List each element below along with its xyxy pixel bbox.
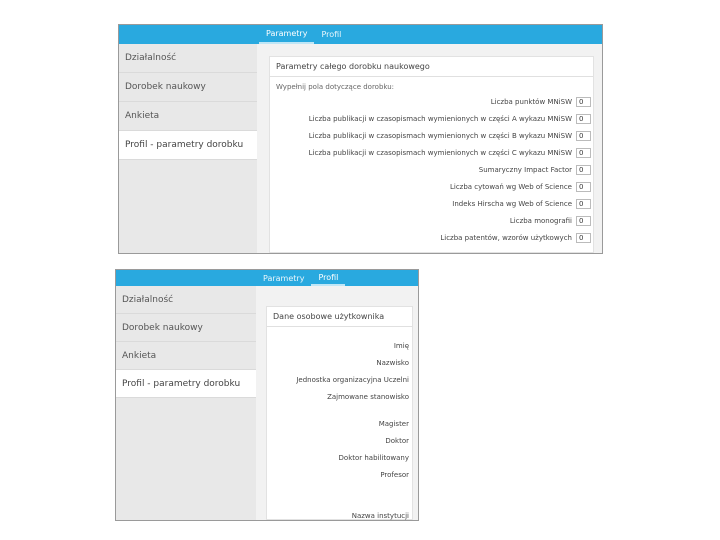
panel-title: Dane osobowe użytkownika xyxy=(267,307,412,327)
profile-option-profesor[interactable] xyxy=(267,466,412,483)
main-content xyxy=(256,286,418,520)
field-label: Liczba publikacji w czasopismach wymienionych w części B wykazu MNiSW xyxy=(308,131,572,140)
option-label: Doktor xyxy=(385,436,409,445)
tab-profil[interactable]: Profil xyxy=(311,270,345,286)
field-row xyxy=(270,212,593,229)
field-label: Liczba punktów MNiSW xyxy=(490,97,572,106)
profile-field-nazwa-instytucji[interactable] xyxy=(267,507,412,521)
field-label: Nazwisko xyxy=(376,358,409,367)
sidebar-item-ankieta[interactable]: Ankieta xyxy=(116,342,256,370)
profile-panel xyxy=(266,306,413,520)
sidebar-item-dorobek-naukowy[interactable]: Dorobek naukowy xyxy=(116,314,256,342)
field-input[interactable]: 0 xyxy=(576,165,591,175)
main-content xyxy=(257,44,602,253)
field-label: Sumaryczny Impact Factor xyxy=(478,165,572,174)
field-label: Liczba monografii xyxy=(509,216,572,225)
tab-bar xyxy=(259,25,348,44)
profile-option-magister[interactable] xyxy=(267,415,412,432)
field-row xyxy=(270,229,593,246)
sidebar-item-profil-parametry[interactable]: Profil - parametry dorobku xyxy=(119,131,257,160)
profile-option-doktor-habilitowany[interactable] xyxy=(267,449,412,466)
profile-field-imie[interactable] xyxy=(267,337,412,354)
top-navigation-bar xyxy=(116,270,418,286)
top-navigation-bar xyxy=(119,25,602,44)
profile-window xyxy=(115,269,419,521)
sidebar-item-dzialalnosc[interactable]: Działalność xyxy=(119,44,257,73)
field-row xyxy=(270,195,593,212)
tab-bar xyxy=(256,270,345,286)
sidebar xyxy=(119,44,257,253)
field-input[interactable]: 0 xyxy=(576,233,591,243)
intro-text: Wypełnij pola dotyczące dorobku: xyxy=(276,83,395,91)
field-input[interactable]: 0 xyxy=(576,199,591,209)
field-input[interactable]: 0 xyxy=(576,182,591,192)
field-row xyxy=(270,110,593,127)
tab-parametry[interactable]: Parametry xyxy=(263,273,305,283)
profile-option-doktor[interactable] xyxy=(267,432,412,449)
field-label: Liczba patentów, wzorów użytkowych xyxy=(440,233,572,242)
field-input[interactable]: 0 xyxy=(576,97,591,107)
sidebar-item-ankieta[interactable]: Ankieta xyxy=(119,102,257,131)
field-label: Jednostka organizacyjna Uczelni xyxy=(296,375,409,384)
field-input[interactable]: 0 xyxy=(576,148,591,158)
field-label: Indeks Hirscha wg Web of Science xyxy=(452,199,572,208)
field-label: Zajmowane stanowisko xyxy=(327,392,409,401)
panel-title: Parametry całego dorobku naukowego xyxy=(270,57,593,77)
parameters-panel xyxy=(269,56,594,253)
option-label: Profesor xyxy=(380,470,409,479)
profile-field-jednostka[interactable] xyxy=(267,371,412,388)
field-row xyxy=(270,161,593,178)
profile-field-nazwisko[interactable] xyxy=(267,354,412,371)
profile-field-stanowisko[interactable] xyxy=(267,388,412,405)
sidebar xyxy=(116,286,256,520)
sidebar-item-dzialalnosc[interactable]: Działalność xyxy=(116,286,256,314)
field-label: Imię xyxy=(393,341,409,350)
parameters-window xyxy=(118,24,603,254)
tab-parametry[interactable]: Parametry xyxy=(259,25,314,44)
field-row xyxy=(270,144,593,161)
field-label: Nazwa instytucji xyxy=(351,511,409,520)
field-label: Liczba cytowań wg Web of Science xyxy=(449,182,572,191)
field-input[interactable]: 0 xyxy=(576,131,591,141)
field-row xyxy=(270,178,593,195)
tab-profil[interactable]: Profil xyxy=(321,30,342,39)
sidebar-item-dorobek-naukowy[interactable]: Dorobek naukowy xyxy=(119,73,257,102)
field-label: Liczba publikacji w czasopismach wymienionych w części C wykazu MNiSW xyxy=(308,148,572,157)
field-input[interactable]: 0 xyxy=(576,114,591,124)
field-input[interactable]: 0 xyxy=(576,216,591,226)
field-row xyxy=(270,93,593,110)
sidebar-item-profil-parametry[interactable]: Profil - parametry dorobku xyxy=(116,370,256,398)
field-label: Liczba publikacji w czasopismach wymienionych w części A wykazu MNiSW xyxy=(308,114,572,123)
option-label: Doktor habilitowany xyxy=(338,453,409,462)
field-row xyxy=(270,127,593,144)
option-label: Magister xyxy=(378,419,409,428)
